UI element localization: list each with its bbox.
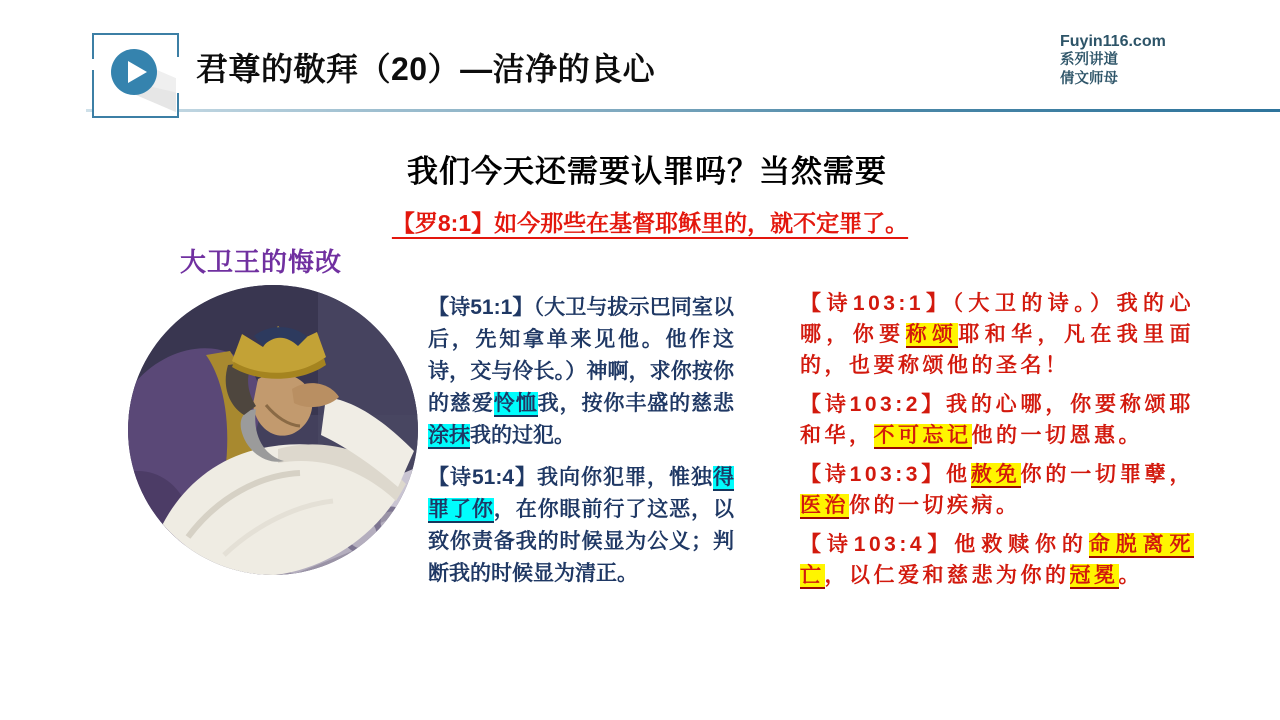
highlighted-text: 冠冕 xyxy=(1069,564,1119,587)
psalm51-column xyxy=(428,292,734,600)
romans-verse-text: 【罗8:1】如今那些在基督耶稣里的，就不定罪了。 xyxy=(391,210,909,236)
frame-gap xyxy=(176,57,181,93)
highlighted-text: 称颂 xyxy=(905,323,959,346)
header-divider xyxy=(86,109,1280,112)
speaker-name: 倩文师母 xyxy=(1060,71,1118,87)
verse-text: 耶和华，凡在我里面的，也要称颂他的圣名！ xyxy=(800,323,1195,377)
verse-text: ，以仁爱和慈悲为你的 xyxy=(824,564,1070,587)
verse-text: 【诗51:4】我向你犯罪，惟独 xyxy=(428,466,713,489)
verse-text: 他的一切恩惠。 xyxy=(971,424,1143,447)
frame-gap xyxy=(90,59,95,70)
psalm103-column xyxy=(800,288,1194,599)
highlighted-text: 涂抹 xyxy=(428,424,470,447)
highlighted-text: 命脱离死亡 xyxy=(800,533,1194,587)
highlighted-text: 得罪了你 xyxy=(428,466,734,521)
verse-text: 【诗103:4】他救赎你的 xyxy=(800,533,1089,556)
highlighted-text: 不可忘记 xyxy=(873,424,972,447)
verse-paragraph xyxy=(800,459,1194,521)
page-title: 君尊的敬拜（20）—洁净的良心 xyxy=(196,51,656,87)
verse-text: 【诗51:1】（大卫与拔示巴同室以后，先知拿单来见他。他作这诗，交与伶长。）神啊，求你按你的慈爱 xyxy=(428,296,734,415)
verse-paragraph xyxy=(800,288,1194,381)
verse-paragraph xyxy=(428,462,734,590)
verse-text: 你的一切罪孽， xyxy=(1020,463,1195,486)
verse-text: ，在你眼前行了这恶，以致你责备我的时候显为公义；判断我的时候显为清正。 xyxy=(428,498,735,585)
verse-text: 。 xyxy=(1118,564,1143,587)
highlighted-text: 赦免 xyxy=(970,463,1021,486)
verse-text: 你的一切疾病。 xyxy=(849,494,1021,517)
verse-text: 我，按你丰盛的慈悲 xyxy=(537,392,735,415)
highlighted-text: 医治 xyxy=(800,494,849,517)
david-repentance-image xyxy=(128,285,418,575)
verse-paragraph xyxy=(800,529,1194,591)
site-info xyxy=(1060,32,1166,89)
highlighted-text: 怜恤 xyxy=(493,392,538,415)
verse-text: 【诗103:3】他 xyxy=(800,463,971,486)
play-button[interactable] xyxy=(92,33,179,118)
romans-verse xyxy=(10,205,1280,238)
verse-text: 我的过犯。 xyxy=(470,424,575,447)
verse-paragraph xyxy=(428,292,734,452)
question-heading: 我们今天还需要认罪吗？当然需要 xyxy=(407,154,887,189)
site-name: Fuyin116.com xyxy=(1060,33,1166,50)
verse-paragraph xyxy=(800,389,1194,451)
series-label: 系列讲道 xyxy=(1060,52,1118,68)
verse-text: 【诗103:1】（大卫的诗。）我的心哪，你要 xyxy=(800,292,1194,346)
verse-text: 【诗103:2】我的心哪，你要称颂耶和华， xyxy=(800,393,1194,447)
play-icon xyxy=(94,35,176,115)
section-title: 大卫王的悔改 xyxy=(180,247,343,277)
